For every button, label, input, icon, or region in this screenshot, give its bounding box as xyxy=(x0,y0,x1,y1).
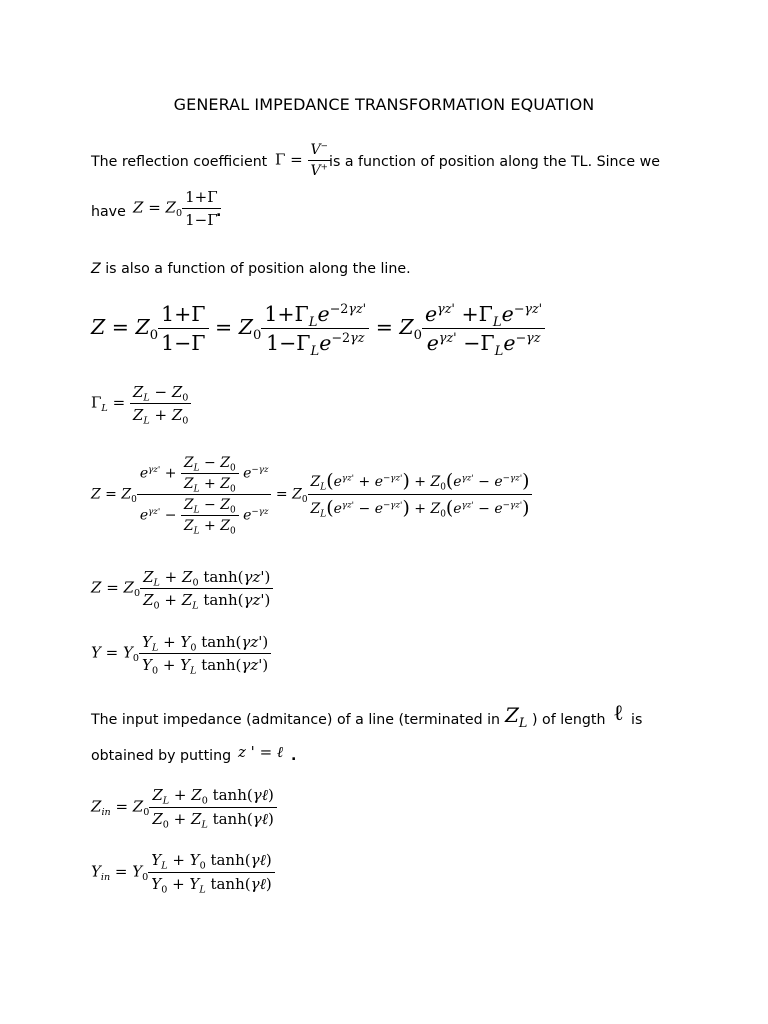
paragraph-text: The input impedance (admitance) of a line (terminated in xyxy=(91,712,501,728)
paragraph-text: is xyxy=(631,712,643,728)
page-title: GENERAL IMPEDANCE TRANSFORMATION EQUATION xyxy=(173,95,595,114)
equation-gamma-definition: Γ = $\frac{V^-}{V^+}$ xyxy=(275,142,331,179)
equation-z-gamma-inline: $Z = Z_0$ $\frac{1+\Gamma}{1-\Gamma}$ xyxy=(133,188,221,229)
equation-z-prime-ell: z ' = ℓ xyxy=(238,743,284,761)
equation-z-tanh: $Z = Z_0$ $\frac{Z_L + Z_0 \tanh(\gamma z')}{Z_0 + Z_L \tanh(\gamma z')}$ xyxy=(91,568,273,609)
equation-z-substituted: $Z = Z_0$ $e^{\gamma z'}$ + $\frac{Z_L - Z_0}{Z_L + Z_0}$ $e^{-\gamma z}$ $e^{\gamma z'}$ − $\frac{Z_L - Z_0}{Z_L + Z_0}$ $e^{-\gamma z}$ = $Z_0$ $\frac{Z_L(e^{\gamma z'} + e^{-\gamma z'}) + Z_0(e^{\gamma z'} - e^{-\gamma z'})}{Z_L(e^{\gamma z'} - e^{-\gamma z'}) + Z_0(e^{\gamma z'} - e^{-\gamma z'})}$ xyxy=(91,455,532,534)
equation-z-in: $Z_{in} = Z_0$ $\frac{Z_L + Z_0 \tanh(\gamma\ell)}{Z_0 + Z_L \tanh(\gamma\ell)}$ xyxy=(91,786,277,829)
equation-z-expansion: $Z = Z_0$ $\frac{1+\Gamma}{1-\Gamma}$ = $Z_0$ $\frac{1+\Gamma_Le^{-2\gamma z'}}{1-\Gamma_Le^{-2\gamma z}}$ = $Z_0$ $\frac{e^{\gamma z'} +\Gamma_Le^{-\gamma z'}}{e^{\gamma z'} -\Gamma_Le^{-\gamma z}}$ xyxy=(91,302,545,355)
paragraph-reflection-coefficient xyxy=(91,152,267,172)
symbol-z-l: $Z_L$ xyxy=(505,703,528,731)
equation-gamma-l: $\Gamma_L$ = $\frac{Z_L - Z_0}{Z_L + Z_0}$ xyxy=(91,383,191,424)
paragraph-text: The reflection coefficient xyxy=(91,154,268,170)
paragraph-text: obtained by putting xyxy=(91,748,232,764)
variable-z: Z xyxy=(91,261,101,277)
paragraph-text: . xyxy=(291,748,297,764)
paragraph-text: . xyxy=(216,204,222,220)
paragraph-input-impedance xyxy=(91,710,500,730)
paragraph-text: is also a function of position along the line. xyxy=(100,261,411,277)
paragraph-text: have xyxy=(91,204,126,220)
equation-y-tanh: $Y = Y_0$ $\frac{Y_L + Y_0 \tanh(\gamma z')}{Y_0 + Y_L \tanh(\gamma z')}$ xyxy=(91,633,271,674)
paragraph-text: is a function of position along the TL. Since we xyxy=(329,154,660,170)
paragraph-z-function xyxy=(91,259,411,279)
equation-y-in: $Y_{in} = Y_0$ $\frac{Y_L + Y_0 \tanh(\gamma\ell)}{Y_0 + Y_L \tanh(\gamma\ell)}$ xyxy=(91,851,275,894)
paragraph-text: ) of length xyxy=(532,712,606,728)
symbol-length-ell: ℓ xyxy=(613,701,624,726)
